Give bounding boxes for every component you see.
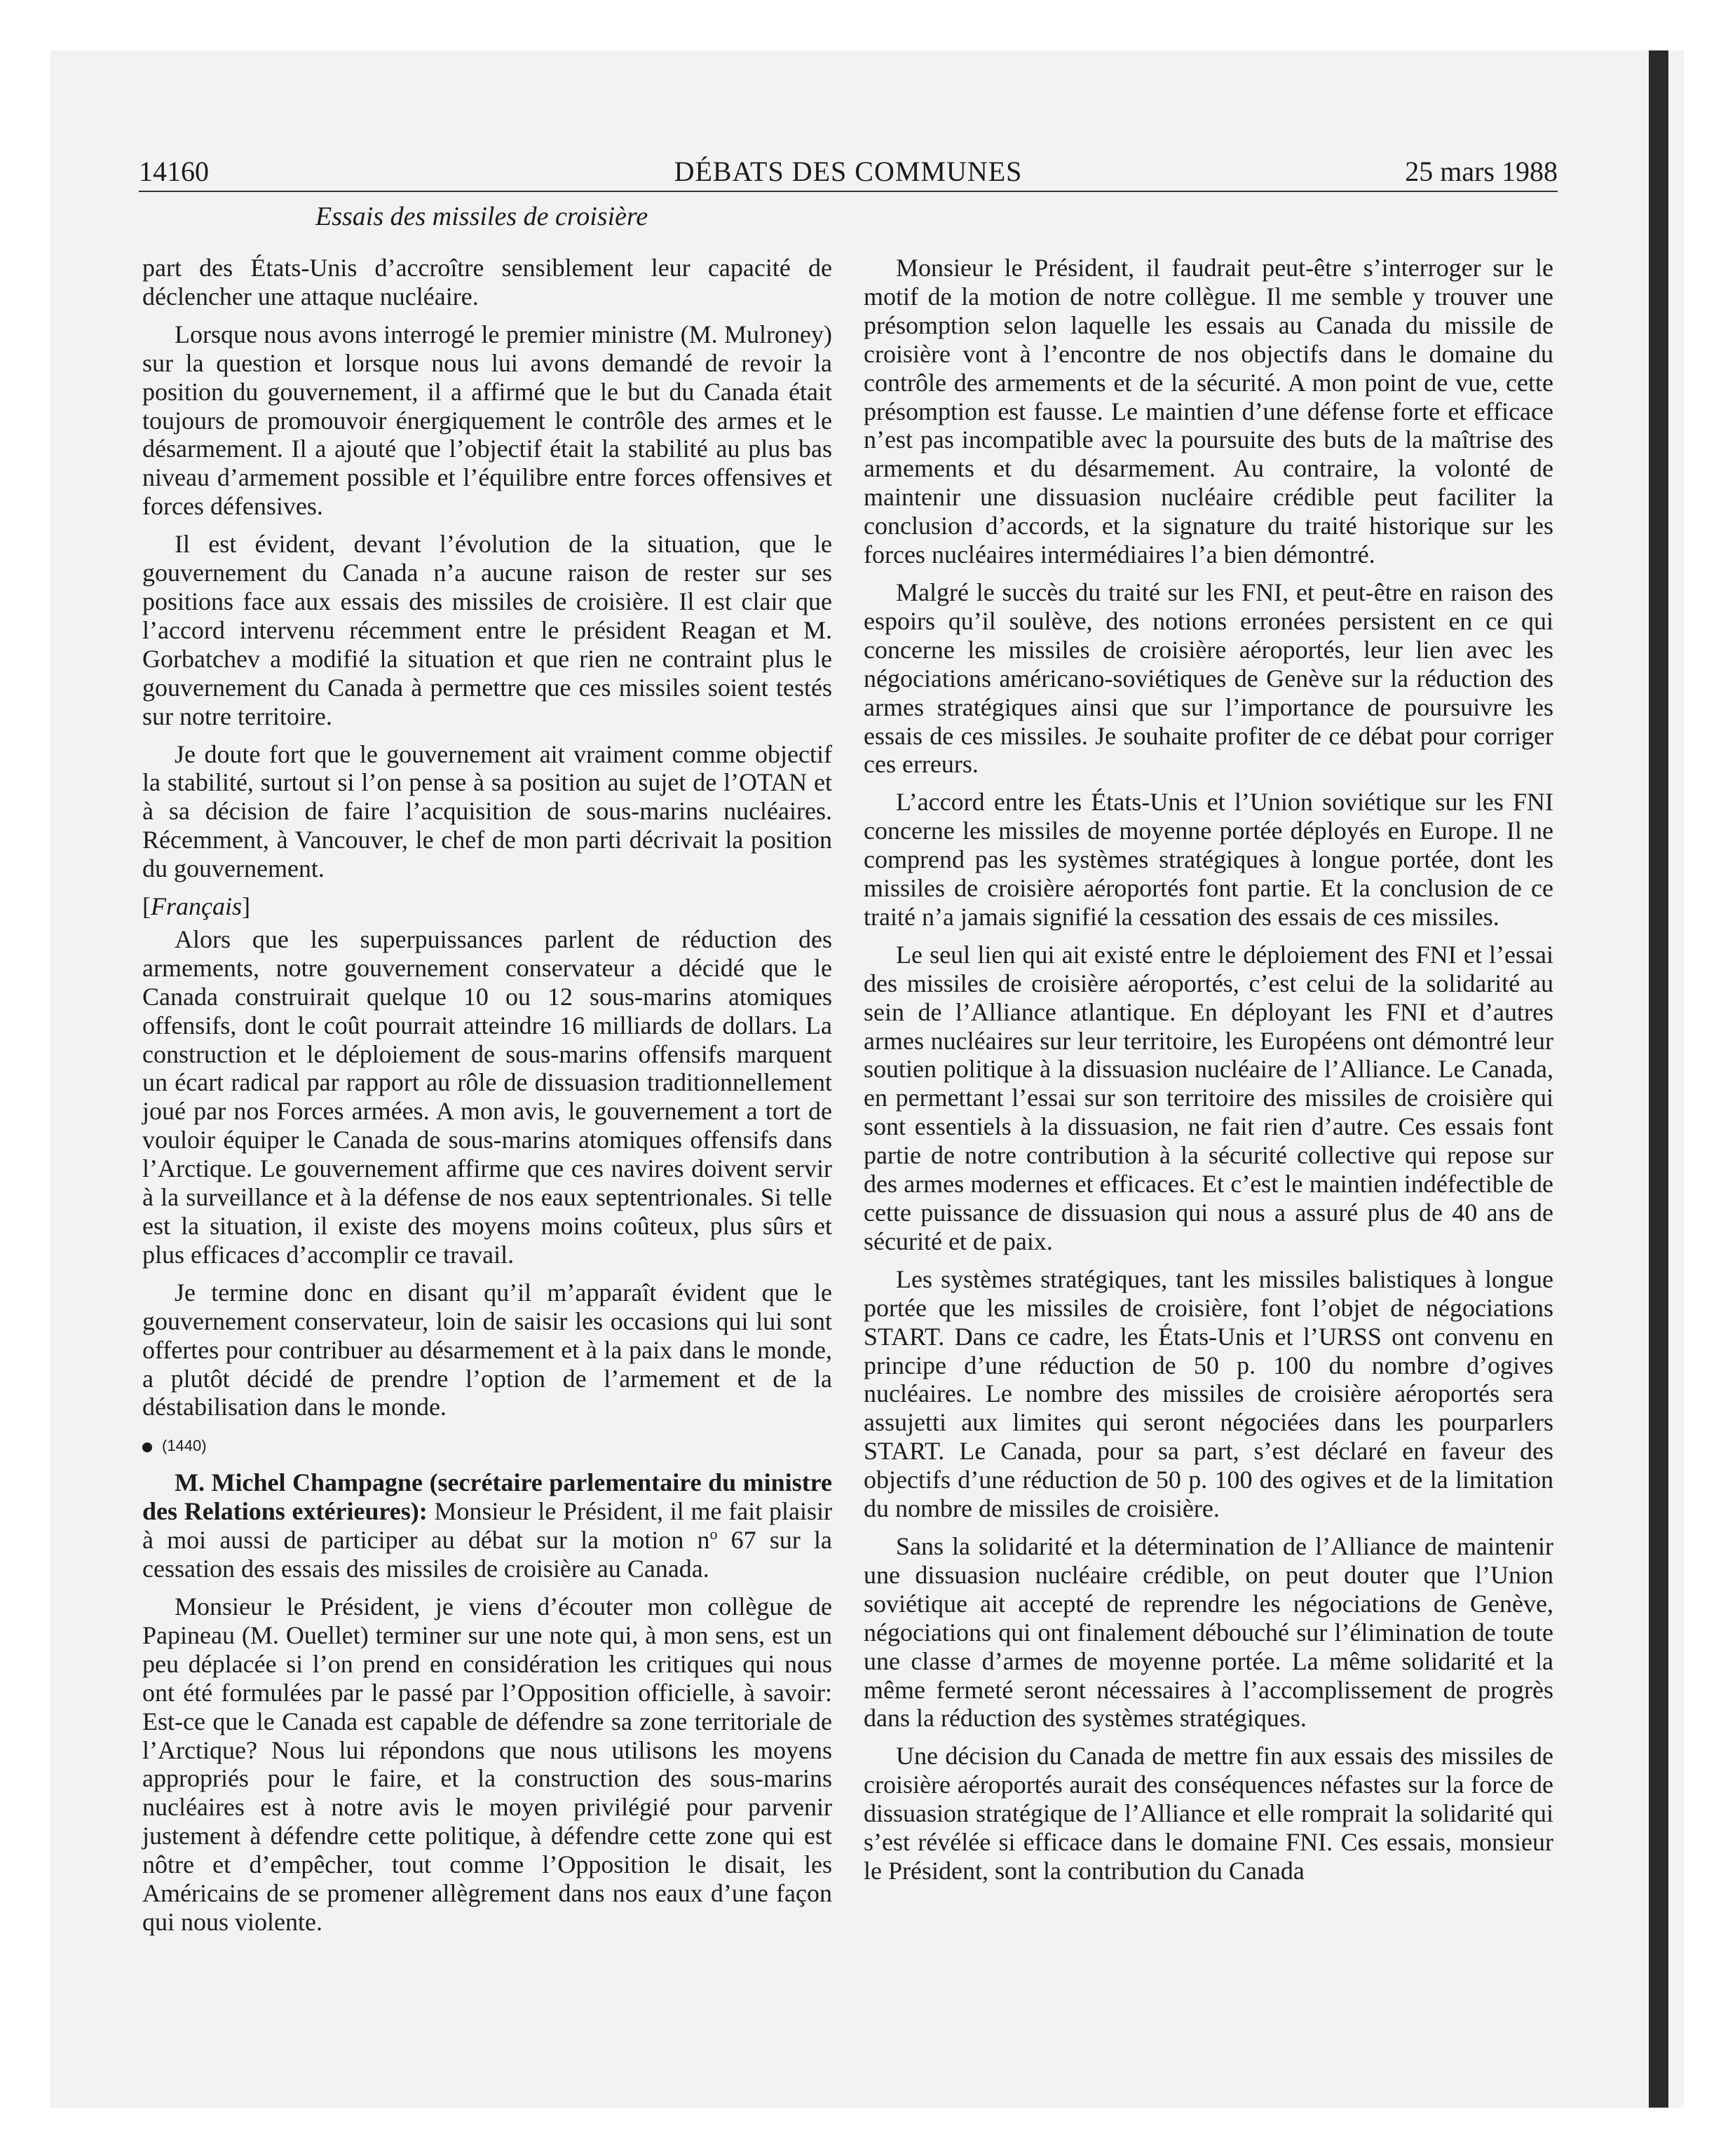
paragraph: Une décision du Canada de mettre fin aux essais des missiles de croisière aéroportés aurait des conséquences néfastes sur la force de dissuasion stratégique de l’Alliance et elle romprait la solidarité qui s’est révélée si efficace dans le domaine FNI. Ces essais, monsieur le Président, sont la contribution du Canada bbox=[864, 1742, 1553, 1885]
sitting-date: 25 mars 1988 bbox=[1405, 156, 1558, 187]
scan-edge-bar bbox=[1649, 50, 1668, 2108]
left-column bbox=[142, 254, 832, 1946]
paragraph: Monsieur le Président, il faudrait peut-être s’interroger sur le motif de la motion de notre collègue. Il me semble y trouver une présomption selon laquelle les essais au Canada du missile de croisière vont à l’encontre de nos objectifs dans le domaine du contrôle des armements et de la sécurité. A mon point de vue, cette présomption est fausse. Le maintien d’une défense forte et efficace n’est pas incompatible avec la poursuite des buts de la maîtrise des armements et du désarmement. Au contraire, la volonté de maintenir une dissuasion nucléaire crédible peut faciliter la conclusion d’accords, et la signature du traité historique sur les forces nucléaires intermédiaires l’a bien démontré. bbox=[864, 254, 1553, 569]
ordinal-superscript: o bbox=[709, 1525, 718, 1543]
paragraph: Les systèmes stratégiques, tant les missiles balistiques à longue portée que les missiles de croisière, font l’objet de négociations START. Dans ce cadre, les États-Unis et l’URSS ont convenu en principe d’une réduction de 50 p. 100 du nombre d’ogives nucléaires. Le nombre des missiles de croisière aéroportés sera assujetti aux limites qui seront négociées dans les pourparlers START. Le Canada, pour sa part, s’est déclaré en faveur des objectifs d’une réduction de 50 p. 100 des ogives et de la limitation du nombre de missiles de croisière. bbox=[864, 1264, 1553, 1523]
page-number: 14160 bbox=[139, 156, 209, 187]
paragraph: L’accord entre les États-Unis et l’Union soviétique sur les FNI concerne les missiles de moyenne portée déployés en Europe. Il ne comprend pas les systèmes stratégiques à longue portée, dont les missiles de croisière aéroportés font partie. Et la conclusion de ce traité n’a jamais signifié la cessation des essais de ces missiles. bbox=[864, 788, 1553, 931]
language-marker-text: Français bbox=[151, 892, 242, 921]
language-marker: [Français] bbox=[142, 892, 250, 921]
right-column bbox=[864, 254, 1553, 1895]
page-header bbox=[139, 156, 1558, 188]
paragraph: Malgré le succès du traité sur les FNI, et peut-être en raison des espoirs qu’il soulève, des notions erronées persistent en ce qui concerne les missiles de croisière aéroportés, leur lien avec les négociations américano-soviétiques de Genève sur la réduction des armes stratégiques ainsi que sur l’importance de poursuivre les essais de ces missiles. Je souhaite profiter de ce débat pour corriger ces erreurs. bbox=[864, 578, 1553, 779]
speaker-paragraph bbox=[142, 1468, 832, 1583]
speech-text-tail: 67 sur la cessation des essais des missiles de croisière au Canada. bbox=[142, 1526, 832, 1583]
speech-text: Monsieur le Président, il me fait plaisir à moi aussi de participer au débat sur la motion n bbox=[142, 1497, 832, 1555]
time-stamp bbox=[142, 1431, 832, 1461]
paragraph: Lorsque nous avons interrogé le premier ministre (M. Mulroney) sur la question et lorsque nous lui avons demandé de revoir la position du gouvernement, il a affirmé que le but du Canada était toujours de promouvoir énergiquement le contrôle des armes et le désarmement. Il a ajouté que l’objectif était la stabilité au plus bas niveau d’armement possible et l’équilibre entre forces offensives et forces défensives. bbox=[142, 320, 832, 521]
paragraph: Sans la solidarité et la détermination de l’Alliance de maintenir une dissuasion nucléaire crédible, on peut douter que l’Union soviétique ait accepté de reprendre les négociations de Genève, négociations qui ont finalement débouché sur l’élimination de toute une classe d’armes de moyenne portée. La même solidarité et la même fermeté seront nécessaires à l’accomplissement de progrès dans la réduction des systèmes stratégiques. bbox=[864, 1531, 1553, 1733]
paragraph: Monsieur le Président, je viens d’écouter mon collègue de Papineau (M. Ouellet) terminer sur une note qui, à mon sens, est un peu déplacée si l’on prend en considération les critiques qui nous ont été formulées par le passé par l’Opposition officielle, à savoir: Est-ce que le Canada est capable de défendre sa zone territoriale de l’Arctique? Nous lui répondons que nous utilisons les moyens appropriés pour le faire, et la construction des sous-marins nucléaires est à notre avis le moyen privilégié pour parvenir justement à défendre cette politique, à défendre cette zone qui est nôtre et d’empêcher, tout comme l’Opposition le disait, les Américains de se promener allègrement dans nos eaux d’une façon qui nous violente. bbox=[142, 1592, 832, 1936]
paragraph: Je doute fort que le gouvernement ait vraiment comme objectif la stabilité, surtout si l’on pense à sa position au sujet de l’OTAN et à sa décision de faire l’acquisition de sous-marins nucléaires. Récemment, à Vancouver, le chef de mon parti décrivait la position du gouvernement. bbox=[142, 739, 832, 883]
paragraph: Le seul lien qui ait existé entre le déploiement des FNI et l’essai des missiles de croisière aéroportés, c’est celui de la solidarité au sein de l’Alliance atlantique. En déployant les FNI et d’autres armes nucléaires sur leur territoire, les Européens ont démontré leur soutien politique à la dissuasion nucléaire de l’Alliance. Le Canada, en permettant l’essai sur son territoire des missiles de croisière qui sont essentiels à la dissuasion, ne fait rien d’autre. Ces essais font partie de notre contribution à la sécurité collective qui repose sur des armes modernes et efficaces. Et c’est le maintien indéfectible de cette puissance de dissuasion qui nous a assuré plus de 40 ans de sécurité et de paix. bbox=[864, 940, 1553, 1255]
paragraph: part des États-Unis d’accroître sensiblement leur capacité de déclencher une attaque nucléaire. bbox=[142, 254, 832, 311]
speaker-name: M. Michel Champagne (secrétaire parlementaire du ministre des Relations extérieures): bbox=[142, 1468, 832, 1526]
paragraph: Alors que les superpuissances parlent de réduction des armements, notre gouvernement conservateur a décidé que le Canada construirait quelque 10 ou 12 sous-marins atomiques offensifs, dont le coût pourrait atteindre 16 milliards de dollars. La construction et le déploiement de sous-marins offensifs marquent un écart radical par rapport au rôle de dissuasion traditionnellement joué par nos Forces armées. A mon avis, le gouvernement a tort de vouloir équiper le Canada de sous-marins atomiques offensifs dans l’Arctique. Le gouvernement affirme que ces navires doivent servir à la surveillance et à la défense de nos eaux septentrionales. Si telle est la situation, il existe des moyens moins coûteux, plus sûrs et plus efficaces d’accomplir ce travail. bbox=[142, 925, 832, 1269]
paragraph: Je termine donc en disant qu’il m’apparaît évident que le gouvernement conservateur, loin de saisir les occasions qui lui sont offertes pour contribuer au désarmement et à la paix dans le monde, a plutôt décidé de prendre l’option de l’armement et de la déstabilisation dans le monde. bbox=[142, 1278, 832, 1421]
bullet-dot-icon bbox=[142, 1442, 152, 1452]
publication-title: DÉBATS DES COMMUNES bbox=[674, 156, 1023, 187]
time-stamp-text: (1440) bbox=[162, 1437, 207, 1455]
paragraph: Il est évident, devant l’évolution de la situation, que le gouvernement du Canada n’a aucune raison de rester sur ses positions face aux essais des missiles de croisière. Il est clair que l’accord intervenu récemment entre le président Reagan et M. Gorbatchev a modifié la situation et que rien ne contraint plus le gouvernement du Canada à permettre que ces missiles soient testés sur notre territoire. bbox=[142, 530, 832, 730]
header-rule bbox=[139, 191, 1558, 192]
running-title: Essais des missiles de croisière bbox=[315, 202, 648, 231]
